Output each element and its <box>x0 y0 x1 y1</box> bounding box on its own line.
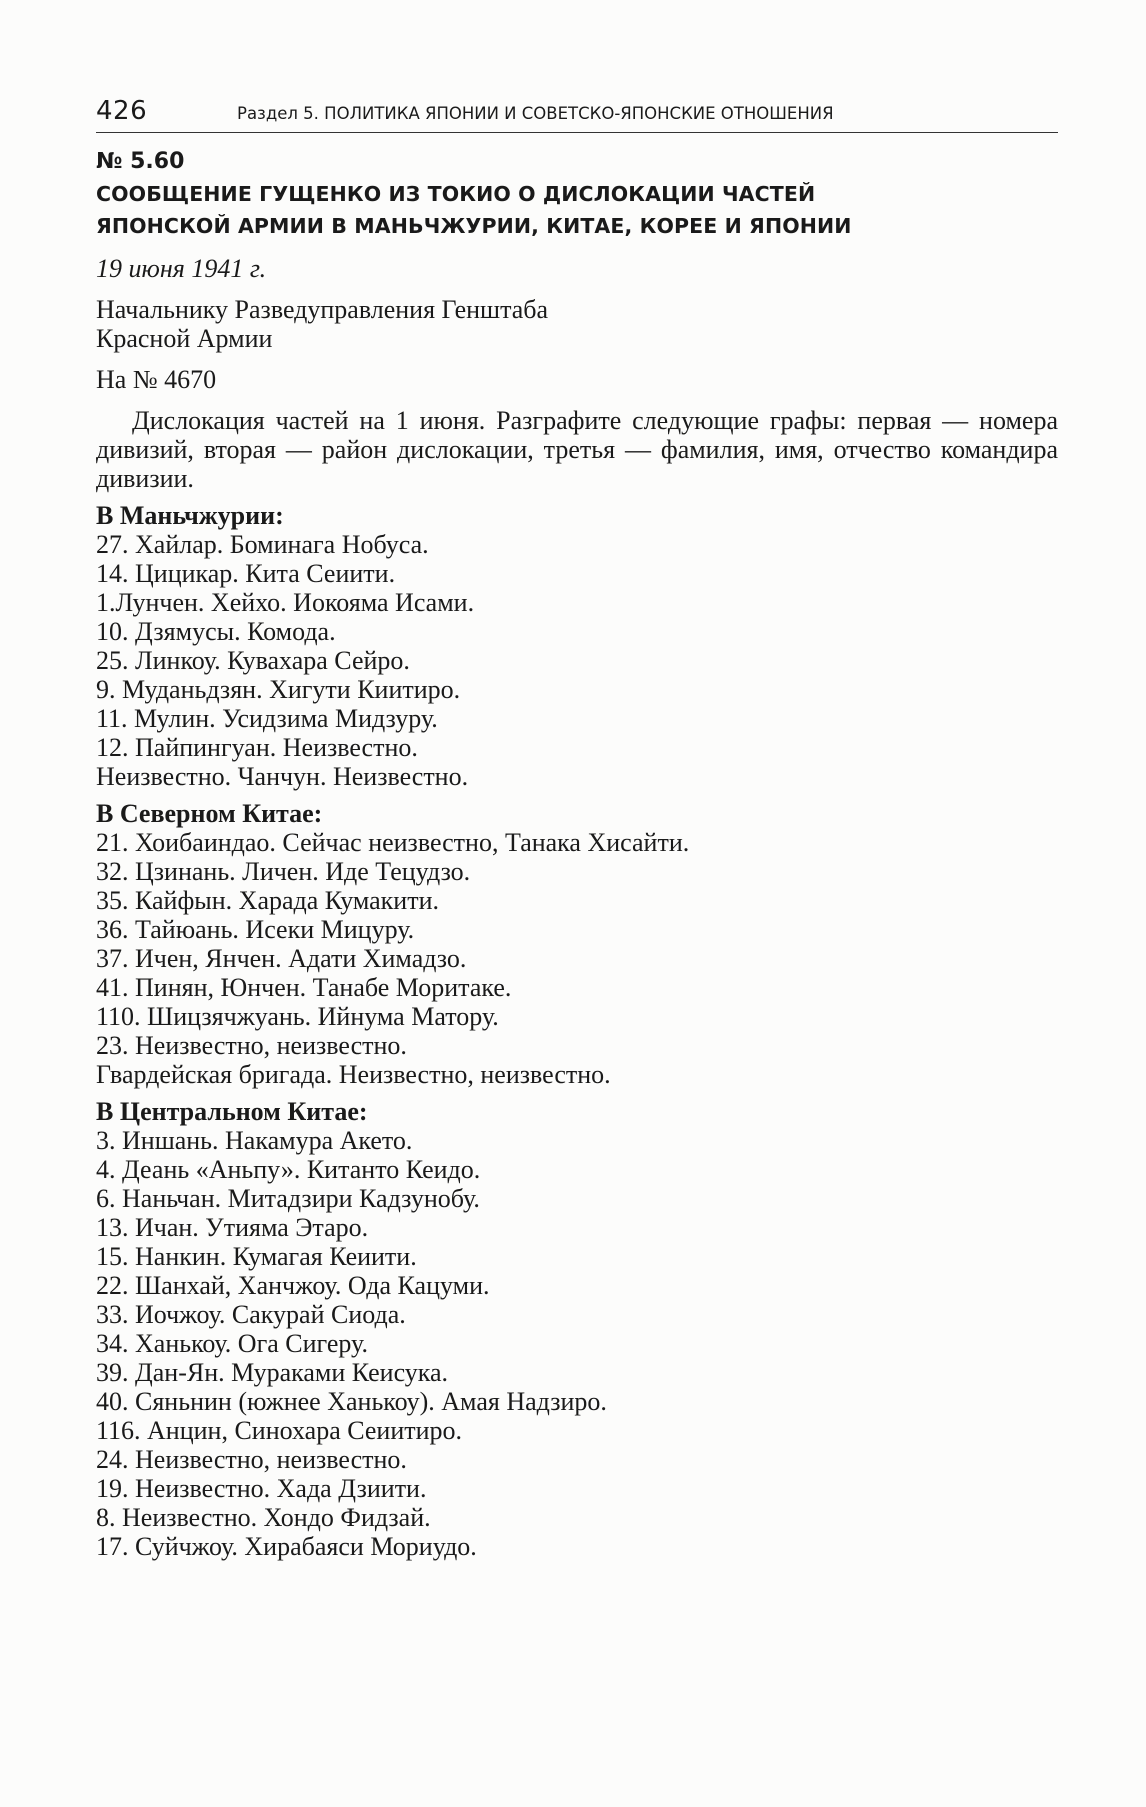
section-title: Раздел 5. ПОЛИТИКА ЯПОНИИ И СОВЕТСКО-ЯПОНСКИЕ ОТНОШЕНИЯ <box>237 104 834 123</box>
division-entry: 40. Сяньнин (южнее Ханькоу). Амая Надзиро. <box>96 1387 607 1416</box>
addressee <box>96 295 1058 353</box>
region-central-china <box>96 1095 1058 1561</box>
division-entry: 6. Наньчан. Митадзири Кадзунобу. <box>96 1184 480 1213</box>
division-entry: 17. Суйчжоу. Хирабаяси Мориудо. <box>96 1532 477 1561</box>
division-entry: 14. Цицикар. Кита Сеиити. <box>96 559 396 588</box>
division-entry: 34. Ханькоу. Ога Сигеру. <box>96 1329 368 1358</box>
region-manchuria <box>96 499 1058 791</box>
division-entry: 25. Линкоу. Кувахара Сейро. <box>96 646 410 675</box>
division-entry: 12. Пайпингуан. Неизвестно. <box>96 733 418 762</box>
division-entry: 13. Ичан. Утияма Этаро. <box>96 1213 369 1242</box>
running-header <box>96 96 1058 133</box>
reference-number: На № 4670 <box>96 365 217 394</box>
division-entry: 39. Дан-Ян. Мураками Кеисука. <box>96 1358 449 1387</box>
division-entry: Гвардейская бригада. Неизвестно, неизвестно. <box>96 1060 611 1089</box>
division-entry: 9. Муданьдзян. Хигути Киитиро. <box>96 675 461 704</box>
division-list <box>96 828 1058 1089</box>
region-heading: В Северном Китае: <box>96 799 323 828</box>
division-entry: 33. Иочжоу. Сакурай Сиода. <box>96 1300 406 1329</box>
division-entry: 10. Дзямусы. Комода. <box>96 617 336 646</box>
division-entry: 37. Ичен, Янчен. Адати Химадзо. <box>96 944 467 973</box>
document-title-line-2: ЯПОНСКОЙ АРМИИ В МАНЬЧЖУРИИ, КИТАЕ, КОРЕЕ И ЯПОНИИ <box>96 214 852 238</box>
document-heading <box>96 146 1058 242</box>
addressee-line-1: Начальнику Разведуправления Генштаба <box>96 295 549 324</box>
document-date: 19 июня 1941 г. <box>96 254 267 283</box>
division-entry: 3. Иншань. Накамура Акето. <box>96 1126 413 1155</box>
division-entry: Неизвестно. Чанчун. Неизвестно. <box>96 762 469 791</box>
division-entry: 23. Неизвестно, неизвестно. <box>96 1031 407 1060</box>
region-heading: В Маньчжурии: <box>96 501 284 530</box>
division-entry: 32. Цзинань. Личен. Иде Тецудзо. <box>96 857 471 886</box>
division-entry: 35. Кайфын. Харада Кумакити. <box>96 886 439 915</box>
division-entry: 41. Пинян, Юнчен. Танабе Моритаке. <box>96 973 512 1002</box>
division-entry: 24. Неизвестно, неизвестно. <box>96 1445 407 1474</box>
division-entry: 116. Анцин, Синохара Сеиитиро. <box>96 1416 463 1445</box>
addressee-line-2: Красной Армии <box>96 324 273 353</box>
division-entry: 19. Неизвестно. Хада Дзиити. <box>96 1474 427 1503</box>
division-entry: 1.Лунчен. Хейхо. Иокояма Исами. <box>96 588 475 617</box>
division-entry: 8. Неизвестно. Хондо Фидзай. <box>96 1503 431 1532</box>
division-entry: 21. Хоибаиндао. Сейчас неизвестно, Танака Хисайти. <box>96 828 690 857</box>
division-entry: 36. Тайюань. Исеки Мицуру. <box>96 915 415 944</box>
division-entry: 4. Деань «Аньпу». Китанто Кеидо. <box>96 1155 481 1184</box>
document-body <box>96 254 1058 1561</box>
division-list <box>96 1126 1058 1561</box>
division-entry: 11. Мулин. Усидзима Мидзуру. <box>96 704 438 733</box>
division-entry: 110. Шицзячжуань. Ийнума Матору. <box>96 1002 499 1031</box>
region-heading: В Центральном Китае: <box>96 1097 368 1126</box>
division-list <box>96 530 1058 791</box>
document-title-line-1: СООБЩЕНИЕ ГУЩЕНКО ИЗ ТОКИО О ДИСЛОКАЦИИ ЧАСТЕЙ <box>96 182 816 206</box>
page-number: 426 <box>96 96 148 126</box>
document-number: № 5.60 <box>96 149 185 174</box>
division-entry: 15. Нанкин. Кумагая Кеиити. <box>96 1242 417 1271</box>
division-entry: 27. Хайлар. Боминага Нобуса. <box>96 530 429 559</box>
intro-paragraph: Дислокация частей на 1 июня. Разграфите следующие графы: первая — номера дивизий, вторая — район дислокации, третья — фамилия, имя, отчество командира дивизии. <box>96 406 1058 493</box>
division-entry: 22. Шанхай, Ханчжоу. Ода Кацуми. <box>96 1271 490 1300</box>
region-north-china <box>96 797 1058 1089</box>
